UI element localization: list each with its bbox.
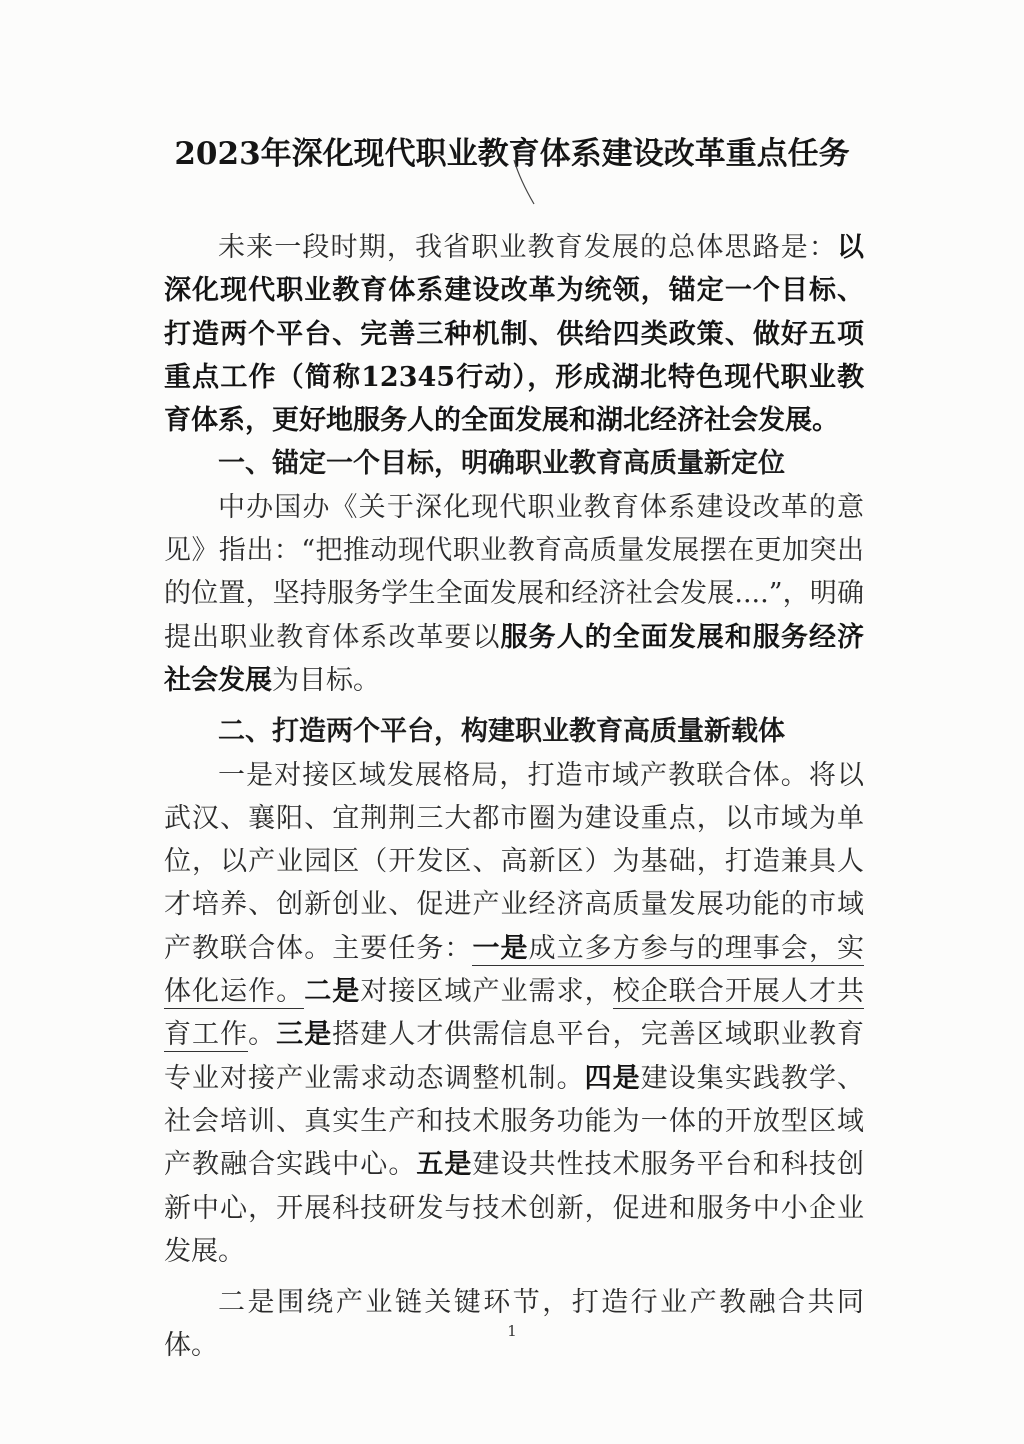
task-2-text-c: 。 [248,1019,277,1051]
section-1-lead: 中办国办《关于深化现代职业教育体系建设改革的意见》指出：“把推动现代职业教育高质量发展摆在更加突出的位置，坚持服务学生全面发展和经济社会发展....”，明确提出职业教育体系改革要以 [164,491,864,653]
task-2-text-b: 校企联合开展人才共育工作 [164,976,865,1051]
task-5-label: 五是 [416,1149,473,1181]
intro-lead: 未来一段时期，我省职业教育发展的总体思路是： [218,232,837,263]
section-1-tail: 为目标。 [272,664,380,696]
section-heading-2: 二、打造两个平台，构建职业教育高质量新载体 [218,716,785,748]
task-3-label: 三是 [276,1019,333,1051]
document-body [164,226,864,1368]
section-2-paragraph [164,754,864,1274]
section-2-lead: 一是对接区域发展格局，打造市域产教联合体。将以武汉、襄阳、宜荆荆三大都市圈为建设重点，以市域为单位，以产业园区（开发区、高新区）为基础，打造兼具人才培养、创新创业、促进产业经济高质量发展功能的市域产教联合体。主要任务： [164,759,864,964]
intro-paragraph [164,226,864,442]
document-title: 2023年深化现代职业教育体系建设改革重点任务 [174,136,850,172]
task-2-text-a: 对接区域产业需求， [360,976,613,1008]
page-number: 1 [507,1322,517,1340]
section-2-paragraph-2: 二是围绕产业链关键环节，打造行业产教融合共同体。 [164,1287,864,1362]
task-5-text: 建设共性技术服务平台和科技创新中心，开展科技研发与技术创新，促进和服务中小企业发展。 [164,1149,865,1267]
task-1-text: 成立多方参与的理事会，实体化运作。 [164,932,865,1008]
task-2-label: 二是 [304,976,361,1008]
intro-summary: 以深化现代职业教育体系建设改革为统领，锚定一个目标、打造两个平台、完善三种机制、供给四类政策、做好五项重点工作（简称12345行动），形成湖北特色现代职业教育体系，更好地服务人的全面发展和湖北经济社会发展。 [164,232,864,437]
task-1-label: 一是 [472,932,529,964]
task-3-text: 搭建人才供需信息平台，完善区域职业教育专业对接产业需求动态调整机制。 [164,1019,865,1094]
pencil-mark [512,158,542,208]
section-heading-1: 一、锚定一个目标，明确职业教育高质量新定位 [218,448,785,480]
task-4-label: 四是 [584,1062,641,1094]
section-1-goal: 服务人的全面发展和服务经济社会发展 [164,621,864,696]
task-4-text: 建设集实践教学、社会培训、真实生产和技术服务功能为一体的开放型区域产教融合实践中心。 [164,1062,865,1181]
section-1-paragraph [164,486,864,702]
